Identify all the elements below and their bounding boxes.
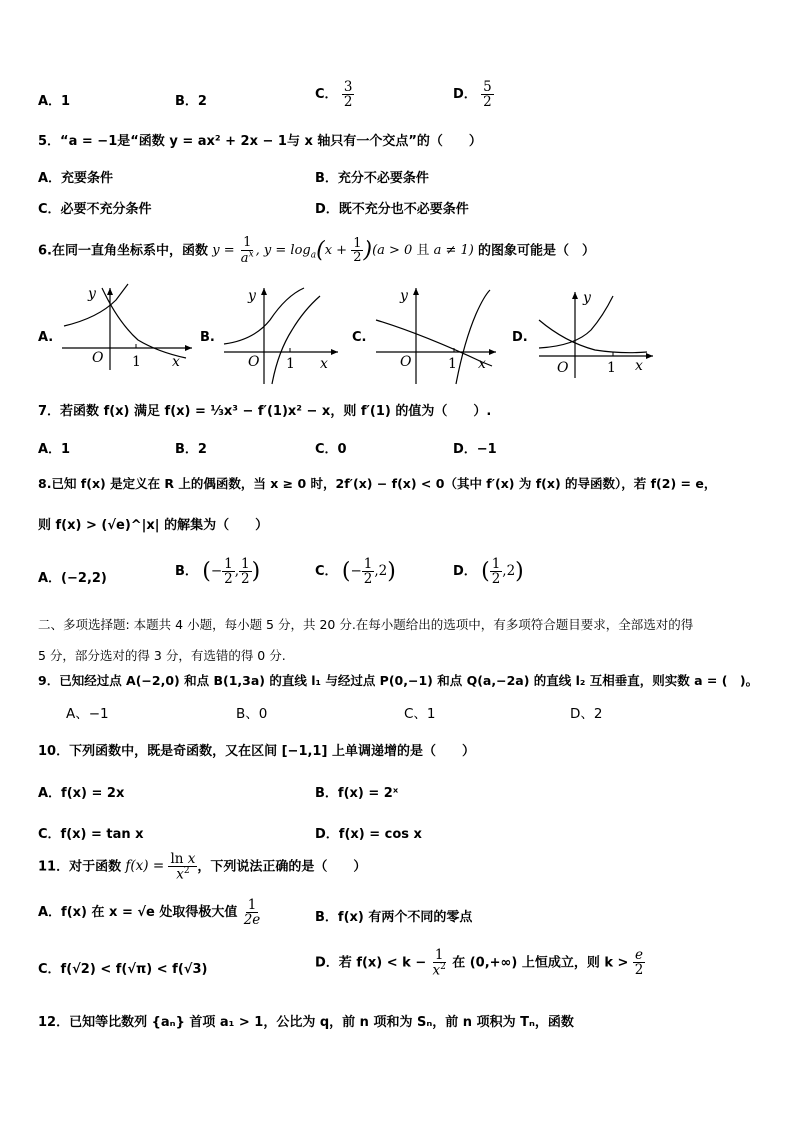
q6b-tick-label: 1 [286, 356, 295, 372]
q8-option-d[interactable]: D． ( $\frac{1}{2}$ ,2) [453, 556, 524, 588]
q4-option-c-label: C． [315, 87, 338, 103]
q4-option-a[interactable]: A．1 [38, 94, 71, 109]
q11-option-d-text-b: 在 (0,+∞) 上恒成立，则 k > [452, 955, 629, 971]
q8-option-c-label: C． [315, 564, 338, 580]
q4-option-b[interactable]: B．2 [175, 94, 207, 109]
q5-stem: 5．“a = −1是“函数 y = ax² + 2x − 1与 x 轴只有一个交点”的（ ） [38, 134, 482, 149]
q7-option-d[interactable]: D．−1 [453, 442, 497, 457]
q11-option-c[interactable]: C．f(√2) < f(√π) < f(√3) [38, 962, 208, 977]
q6b-y-label: y [248, 288, 256, 304]
q10-option-a[interactable]: A．f(x) = 2x [38, 786, 125, 801]
q11-stem [38, 852, 366, 882]
q6-graph-d [535, 286, 660, 381]
q5-option-a[interactable]: A．充要条件 [38, 171, 114, 186]
q11-option-a-text: A．f(x) 在 x = √e 处取得极大值 [38, 905, 238, 921]
q6a-y-label: y [88, 286, 96, 302]
q6c-x-label: x [478, 356, 486, 372]
q6-graph-a [58, 282, 198, 372]
q9-option-c[interactable]: C、1 [404, 706, 436, 722]
q6c-origin-label: O [400, 354, 412, 370]
q4-option-c-frac: $\frac{3}{2}$ [343, 79, 353, 111]
q11-option-d[interactable] [315, 948, 645, 978]
q11-option-a-frac: $\frac{1}{2e}$ [243, 897, 261, 929]
q11-option-d-text-a: D．若 f(x) < k − [315, 955, 427, 971]
q6d-x-label: x [635, 358, 643, 374]
q7-stem: 7．若函数 f(x) 满足 f(x) = ⅓x³ − f′(1)x² − x，则 f′(1) 的值为（ ）. [38, 404, 492, 419]
q6a-tick-label: 1 [132, 354, 141, 370]
q6-stem-start: 6.在同一直角坐标系中，函数 [38, 243, 208, 259]
q10-option-d[interactable]: D．f(x) = cos x [315, 827, 422, 842]
section2-line1: 二、多项选择题: 本题共 4 小题，每小题 5 分，共 20 分.在每小题给出的选项中，有多项符合题目要求，全部选对的得 [38, 617, 694, 632]
q6c-y-label: y [400, 288, 408, 304]
q8-option-a[interactable]: A．(−2,2) [38, 571, 107, 586]
q11-stem-end: ，下列说法正确的是（ ） [197, 859, 367, 875]
q6-formula: y = $\frac{1}{a^x}$ , $y = \log_a(x$ + $\frac{1}{2}$ )(a > 0 且 a ≠ 1) [212, 235, 478, 266]
section2-line2: 5 分，部分选对的得 3 分，有选错的得 0 分. [38, 648, 286, 663]
q6-graph-c [372, 282, 502, 387]
q7-option-a[interactable]: A．1 [38, 442, 71, 457]
q6d-y-label: y [583, 290, 591, 306]
q9-option-b[interactable]: B、0 [236, 706, 268, 722]
q9-option-d[interactable]: D、2 [570, 706, 603, 722]
q12-stem: 12．已知等比数列 {aₙ} 首项 a₁ > 1，公比为 q，前 n 项和为 Sₙ，前 n 项积为 Tₙ，函数 [38, 1015, 574, 1030]
q6-label-a[interactable]: A. [38, 330, 54, 345]
q11-option-a[interactable] [38, 898, 262, 927]
q8-stem-line2: 则 f(x) > (√e)^|x| 的解集为（ ） [38, 518, 269, 533]
q6-label-c[interactable]: C. [352, 330, 367, 345]
q11-option-d-frac1: $\frac{1}{x^2}$ [432, 947, 446, 979]
q10-option-c[interactable]: C．f(x) = tan x [38, 827, 144, 842]
q7-option-b[interactable]: B．2 [175, 442, 207, 457]
q9-stem: 9．已知经过点 A(−2,0) 和点 B(1,3a) 的直线 l₁ 与经过点 P(0,−1) 和点 Q(a,−2a) 的直线 l₂ 互相垂直，则实数 a = ( )。 [38, 673, 759, 688]
q6a-x-label: x [172, 354, 180, 370]
q10-option-b[interactable]: B．f(x) = 2ˣ [315, 786, 399, 801]
q4-option-d-frac: $\frac{5}{2}$ [483, 79, 492, 111]
q6d-tick-label: 1 [607, 360, 616, 376]
q8-option-d-label: D． [453, 564, 477, 580]
q5-option-d[interactable]: D．既不充分也不必要条件 [315, 202, 469, 217]
q10-stem: 10．下列函数中，既是奇函数，又在区间 [−1,1] 上单调递增的是（ ） [38, 744, 475, 759]
q6-stem-end: 的图象可能是（ ） [477, 243, 595, 259]
q8-option-b[interactable]: B． (− $\frac{1}{2}$ , $\frac{1}{2}$ ) [175, 556, 261, 588]
q6-label-b[interactable]: B. [200, 330, 215, 345]
q6a-origin-label: O [92, 350, 104, 366]
q11-stem-start: 11．对于函数 [38, 859, 122, 875]
q5-option-c[interactable]: C．必要不充分条件 [38, 202, 152, 217]
q5-option-b[interactable]: B．充分不必要条件 [315, 171, 429, 186]
q11-option-d-frac2: $\frac{e}{2}$ [634, 947, 644, 979]
q6d-origin-label: O [557, 360, 569, 376]
q6c-tick-label: 1 [448, 356, 457, 372]
q11-option-b[interactable]: B．f(x) 有两个不同的零点 [315, 910, 473, 925]
q6-label-d[interactable]: D. [512, 330, 528, 345]
q8-option-b-label: B． [175, 564, 198, 580]
q6-stem [38, 236, 595, 266]
q8-option-c[interactable]: C． (− $\frac{1}{2}$ ,2) [315, 556, 396, 588]
q4-option-c[interactable] [315, 80, 354, 109]
q4-option-d[interactable] [453, 80, 494, 109]
q8-stem-line1: 8.已知 f(x) 是定义在 R 上的偶函数，当 x ≥ 0 时，2f′(x) − f(x) < 0（其中 f′(x) 为 f(x) 的导函数），若 f(2) = e， [38, 476, 717, 491]
q4-option-d-label: D． [453, 87, 477, 103]
q6b-x-label: x [320, 356, 328, 372]
q11-formula: f(x) = $\frac{\text{ln x}}{x^2}$ [125, 851, 196, 883]
q9-option-a[interactable]: A、−1 [66, 706, 109, 722]
q6-graph-b [220, 282, 345, 387]
q6b-origin-label: O [248, 354, 260, 370]
q7-option-c[interactable]: C．0 [315, 442, 347, 457]
